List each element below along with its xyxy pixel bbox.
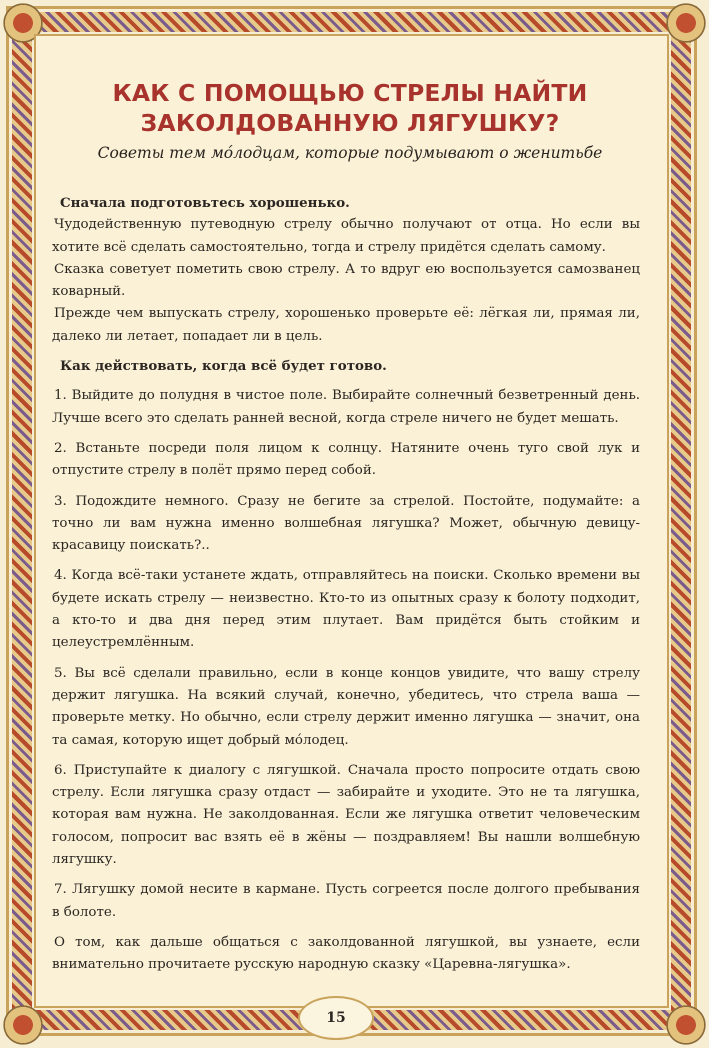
article-body	[52, 192, 640, 977]
page-title: КАК С ПОМОЩЬЮ СТРЕЛЫ НАЙТИ ЗАКОЛДОВАННУЮ ЛЯГУШКУ?	[112, 79, 588, 137]
step-item: 3. Подождите немного. Сразу не бегите за стрелой. Постойте, подумайте: а точно ли вам нужна именно волшебная лягушка? Может, обычную девицу-красавицу поискать?..	[52, 493, 640, 554]
step-item: 7. Лягушку домой несите в кармане. Пусть согреется после долгого пребывания в болоте.	[52, 882, 640, 920]
section-heading: Как действовать, когда всё будет готово.	[60, 358, 387, 375]
paragraph: Чудодейственную путеводную стрелу обычно получают от отца. Но если вы хотите всё сделать самостоятельно, тогда и стрелу придётся сделать самому.	[52, 217, 640, 255]
corner-ornament-icon	[663, 1002, 709, 1048]
page-number: 15	[298, 996, 374, 1040]
section-heading: Сначала подготовьтесь хорошенько.	[60, 195, 350, 211]
corner-ornament-icon	[0, 1002, 46, 1048]
paragraph: Прежде чем выпускать стрелу, хорошенько проверьте её: лёгкая ли, прямая ли, далеко ли летает, попадает ли в цель.	[52, 306, 640, 344]
step-item: 5. Вы всё сделали правильно, если в конце концов увидите, что вашу стрелу держит лягушка. На всякий случай, конечно, убедитесь, что стрела ваша — проверьте метку. Но обычно, если стрелу держит именно лягушка — значит, она та самая, которую ищет добрый мо́лодец.	[52, 665, 640, 748]
corner-ornament-icon	[663, 0, 709, 46]
step-item: 2. Встаньте посреди поля лицом к солнцу. Натяните очень туго свой лук и отпустите стрелу в полёт прямо перед собой.	[52, 440, 640, 479]
page-subtitle: Советы тем мо́лодцам, которые подумывают о женитьбе	[97, 144, 603, 162]
step-item: 4. Когда всё-таки устанете ждать, отправляйтесь на поиски. Сколько времени вы будете искать стрелу — неизвестно. Кто-то из опытных сразу к болоту подходит, а кто-то и два дня перед этим плутает. Вам придётся быть стойким и целеустремлённым.	[52, 568, 640, 651]
closing-paragraph: О том, как дальше общаться с заколдованной лягушкой, вы узнаете, если внимательно прочитаете русскую народную сказку «Царевна-лягушка».	[52, 934, 640, 973]
step-item: 1. Выйдите до полудня в чистое поле. Выбирайте солнечный безветренный день. Лучше всего это сделать ранней весной, когда стреле ничего не будет мешать.	[52, 388, 640, 426]
step-item: 6. Приступайте к диалогу с лягушкой. Сначала просто попросите отдать свою стрелу. Если лягушка сразу отдаст — забирайте и уходите. Это не та лягушка, которая вам нужна. Не заколдованная. Если же лягушка ответит человеческим голосом, попросит вас взять её в жёны — поздравляем! Вы нашли волшебную лягушку.	[52, 762, 640, 868]
paragraph: Сказка советует пометить свою стрелу. А то вдруг ею воспользуется самозванец коварный.	[52, 261, 640, 300]
